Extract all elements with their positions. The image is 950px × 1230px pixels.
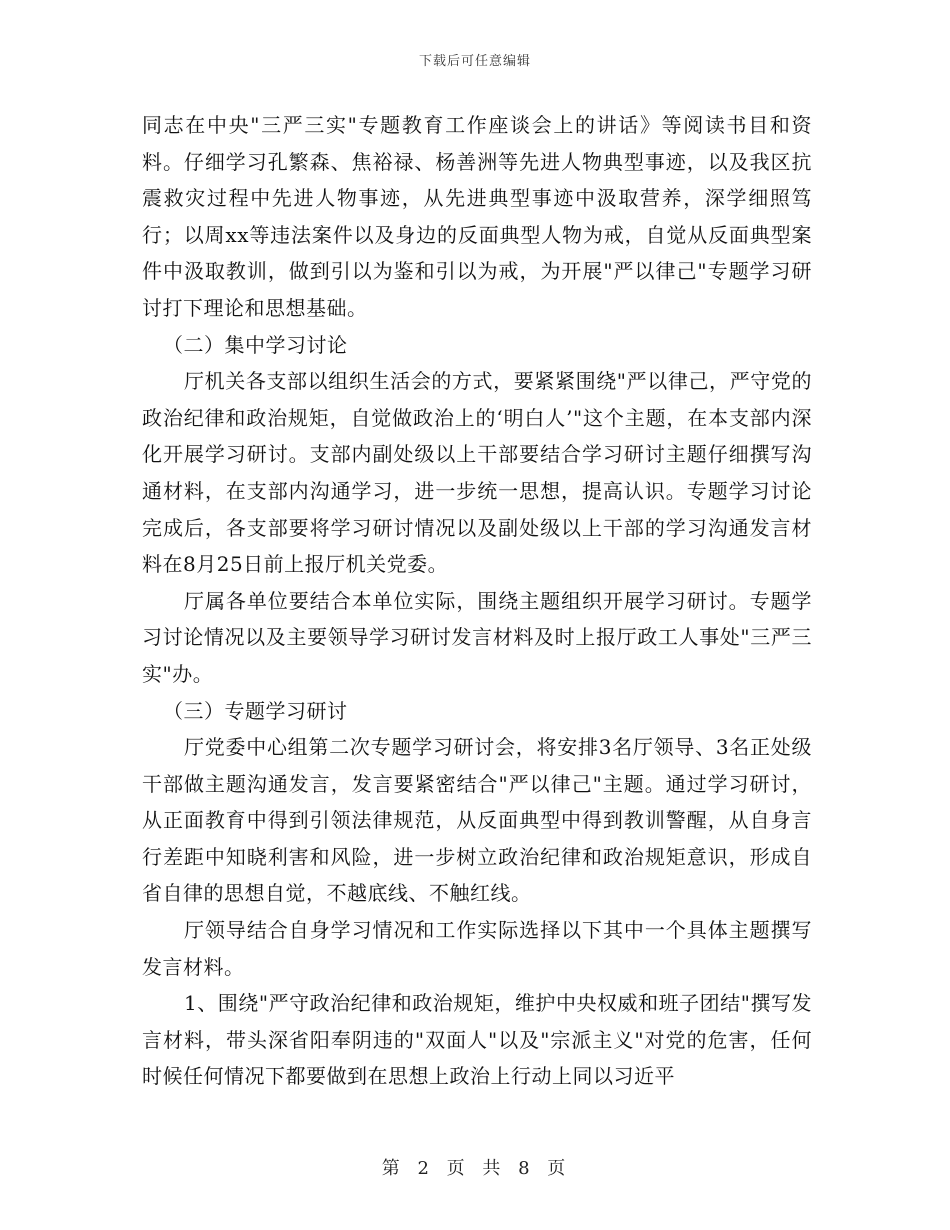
section-heading-special-seminar: （三）专题学习研讨 bbox=[163, 698, 348, 723]
paragraph-leader-topic-choice: 厅领导结合自身学习情况和工作实际选择以下其中一个具体主题撰写发言材料。 bbox=[142, 918, 812, 979]
paragraph-branch-study: 厅机关各支部以组织生活会的方式，要紧紧围绕"严以律己，严守党的政治纪律和政治规矩，自觉做政治上的‘明白人’"这个主题，在本支部内深化开展学习研讨。支部内副处级以上干部要结合学习研讨主题仔细撰写沟通材料，在支部内沟通学习，进一步统一思想，提高认识。专题学习讨论完成后，各支部要将学习研讨情况以及副处级以上干部的学习沟通发言材料在8月25日前上报厅机关党委。 bbox=[142, 369, 812, 577]
page-number-footer: 第 2 页 共 8 页 bbox=[381, 1158, 569, 1179]
paragraph-topic-one: 1、围绕"严守政治纪律和政治规矩，维护中央权威和班子团结"撰写发言材料，带头深省阳奉阴违的"双面人"以及"宗派主义"对党的危害，任何时候任何情况下都要做到在思想上政治上行动上同以习近平 bbox=[142, 991, 812, 1089]
paragraph-reading-materials: 同志在中央"三严三实"专题教育工作座谈会上的讲话》等阅读书目和资料。仔细学习孔繁森、焦裕禄、杨善洲等先进人物典型事迹，以及我区抗震救灾过程中先进人物事迹，从先进典型事迹中汲取营养，深学细照笃行；以周xx等违法案件以及身边的反面典型人物为戒，自觉从反面典型案件中汲取教训，做到引以为鉴和引以为戒，为开展"严以律己"专题学习研讨打下理论和思想基础。 bbox=[142, 113, 812, 320]
paragraph-affiliated-units: 厅属各单位要结合本单位实际，围绕主题组织开展学习研讨。专题学习讨论情况以及主要领导学习研讨发言材料及时上报厅政工人事处"三严三实"办。 bbox=[142, 588, 812, 686]
section-heading-group-discussion: （二）集中学习讨论 bbox=[163, 332, 348, 357]
page-header: 下载后可任意编辑 bbox=[418, 54, 531, 69]
document-body bbox=[142, 107, 812, 1095]
paragraph-seminar-arrangement: 厅党委中心组第二次专题学习研讨会，将安排3名厅领导、3名正处级干部做主题沟通发言，发言要紧密结合"严以律己"主题。通过学习研讨，从正面教育中得到引领法律规范，从反面典型中得到教训警醒，从自身言行差距中知晓利害和风险，进一步树立政治纪律和政治规矩意识，形成自省自律的思想自觉，不越底线、不触红线。 bbox=[142, 735, 812, 906]
